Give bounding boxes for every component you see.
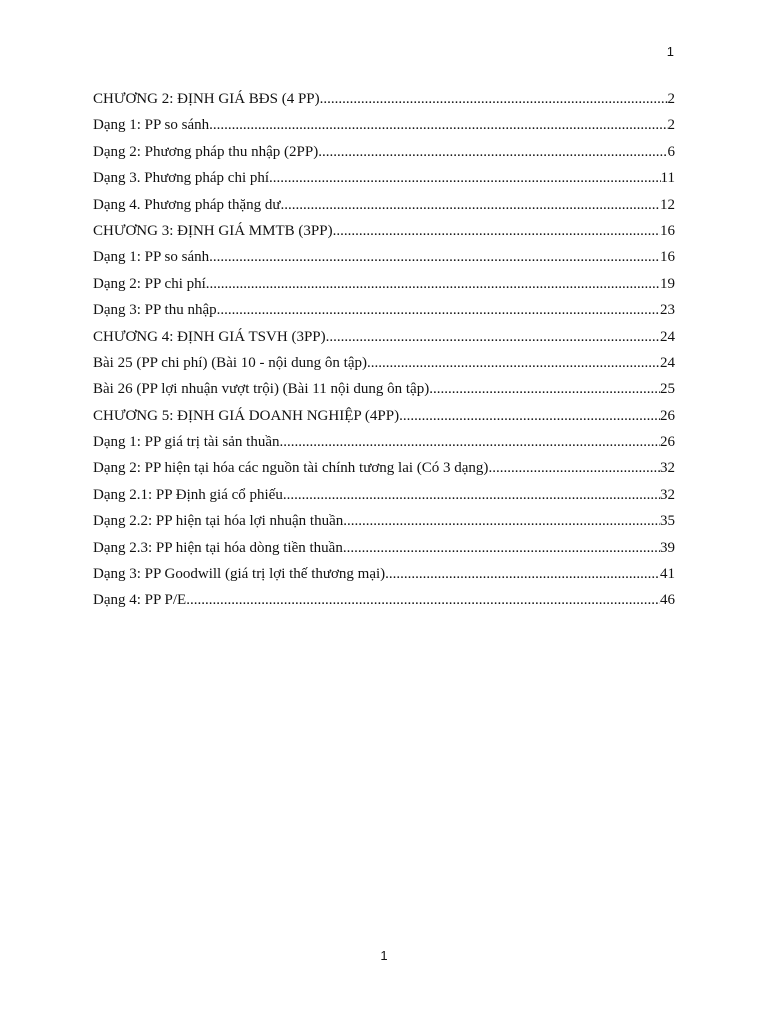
toc-entry-page: 25 <box>660 381 675 398</box>
toc-entry[interactable] <box>93 429 675 455</box>
toc-entry-title: CHƯƠNG 5: ĐỊNH GIÁ DOANH NGHIỆP (4PP) <box>93 407 400 424</box>
toc-entry-title: Dạng 2: Phương pháp thu nhập (2PP) <box>93 143 319 160</box>
toc-entry[interactable] <box>93 297 675 323</box>
toc-entry-page: 2 <box>667 91 675 107</box>
table-of-contents <box>93 86 675 614</box>
toc-entry-title: Dạng 2.3: PP hiện tại hóa dòng tiền thuần <box>93 539 343 556</box>
toc-entry-title: Dạng 3. Phương pháp chi phí <box>93 170 270 187</box>
toc-entry[interactable] <box>93 376 675 402</box>
toc-entry-page: 41 <box>660 566 675 583</box>
toc-entry-page: 46 <box>660 592 675 609</box>
toc-dot-leader <box>186 587 660 613</box>
toc-dot-leader <box>217 297 660 323</box>
toc-entry[interactable] <box>93 561 675 587</box>
toc-entry[interactable] <box>93 165 675 191</box>
toc-entry[interactable] <box>93 271 675 297</box>
toc-entry-title: Dạng 1: PP so sánh <box>93 249 210 266</box>
toc-entry-title: Dạng 1: PP giá trị tài sản thuần <box>93 434 280 451</box>
toc-dot-leader <box>280 429 660 455</box>
toc-entry-page: 32 <box>660 486 675 503</box>
toc-entry-page: 19 <box>660 275 675 292</box>
toc-entry-page: 16 <box>660 249 675 266</box>
toc-entry-title: Dạng 2.2: PP hiện tại hóa lợi nhuận thuần <box>93 513 344 530</box>
toc-dot-leader <box>343 535 660 561</box>
toc-dot-leader <box>318 139 667 165</box>
footer-page-number: 1 <box>380 948 388 963</box>
header-page-number: 1 <box>666 44 674 59</box>
toc-entry-page: 23 <box>660 302 675 319</box>
toc-dot-leader <box>320 86 668 112</box>
toc-entry-page: 2 <box>667 117 675 134</box>
toc-entry-title: Dạng 4. Phương pháp thặng dư <box>93 196 281 213</box>
toc-entry-page: 12 <box>660 196 675 213</box>
toc-dot-leader <box>399 403 660 429</box>
toc-dot-leader <box>283 482 660 508</box>
toc-entry-title: Dạng 2: PP chi phí <box>93 275 206 292</box>
toc-dot-leader <box>333 218 660 244</box>
toc-dot-leader <box>385 561 660 587</box>
toc-entry-title: Dạng 2.1: PP Định giá cổ phiếu <box>93 486 283 503</box>
toc-dot-leader <box>206 271 660 297</box>
toc-entry[interactable] <box>93 455 675 481</box>
toc-entry[interactable] <box>93 350 675 376</box>
toc-entry-page: 24 <box>660 328 675 345</box>
toc-entry-title: Bài 25 (PP chi phí) (Bài 10 - nội dung ôn tập) <box>93 354 367 371</box>
toc-entry[interactable] <box>93 324 675 350</box>
toc-dot-leader <box>326 324 660 350</box>
toc-entry-page: 26 <box>660 407 675 424</box>
toc-dot-leader <box>209 244 660 270</box>
toc-entry-page: 39 <box>660 539 675 556</box>
toc-entry-title: Dạng 3: PP thu nhập <box>93 302 217 319</box>
toc-dot-leader <box>209 112 667 138</box>
toc-entry-title: Dạng 2: PP hiện tại hóa các nguồn tài chính tương lai (Có 3 dạng) <box>93 460 489 477</box>
toc-entry-title: Dạng 4: PP P/E <box>93 592 187 609</box>
toc-entry[interactable] <box>93 112 675 138</box>
toc-dot-leader <box>367 350 660 376</box>
toc-dot-leader <box>281 192 660 218</box>
toc-entry[interactable] <box>93 535 675 561</box>
toc-entry[interactable] <box>93 508 675 534</box>
toc-dot-leader <box>488 455 660 481</box>
toc-entry-title: Bài 26 (PP lợi nhuận vượt trội) (Bài 11 nội dung ôn tập) <box>93 381 430 398</box>
toc-entry[interactable] <box>93 244 675 270</box>
toc-entry[interactable] <box>93 587 675 613</box>
toc-entry[interactable] <box>93 482 675 508</box>
toc-entry-page: 32 <box>660 460 675 477</box>
toc-entry[interactable] <box>93 218 675 244</box>
toc-entry[interactable] <box>93 403 675 429</box>
toc-entry[interactable] <box>93 86 675 112</box>
toc-entry[interactable] <box>93 139 675 165</box>
toc-entry-page: 16 <box>660 222 675 239</box>
toc-entry-title: CHƯƠNG 3: ĐỊNH GIÁ MMTB (3PP) <box>93 222 333 239</box>
toc-dot-leader <box>343 508 660 534</box>
toc-dot-leader <box>429 376 660 402</box>
toc-entry-page: 35 <box>660 513 675 530</box>
toc-entry[interactable] <box>93 192 675 218</box>
toc-entry-title: CHƯƠNG 4: ĐỊNH GIÁ TSVH (3PP) <box>93 328 326 345</box>
toc-entry-page: 26 <box>660 434 675 451</box>
toc-entry-title: CHƯƠNG 2: ĐỊNH GIÁ BĐS (4 PP) <box>93 91 320 107</box>
toc-entry-title: Dạng 1: PP so sánh <box>93 117 210 134</box>
toc-entry-page: 24 <box>660 354 675 371</box>
toc-entry-title: Dạng 3: PP Goodwill (giá trị lợi thế thương mại) <box>93 566 386 583</box>
toc-entry-page: 6 <box>667 143 675 160</box>
toc-entry-page: 11 <box>660 170 675 187</box>
toc-dot-leader <box>269 165 661 191</box>
